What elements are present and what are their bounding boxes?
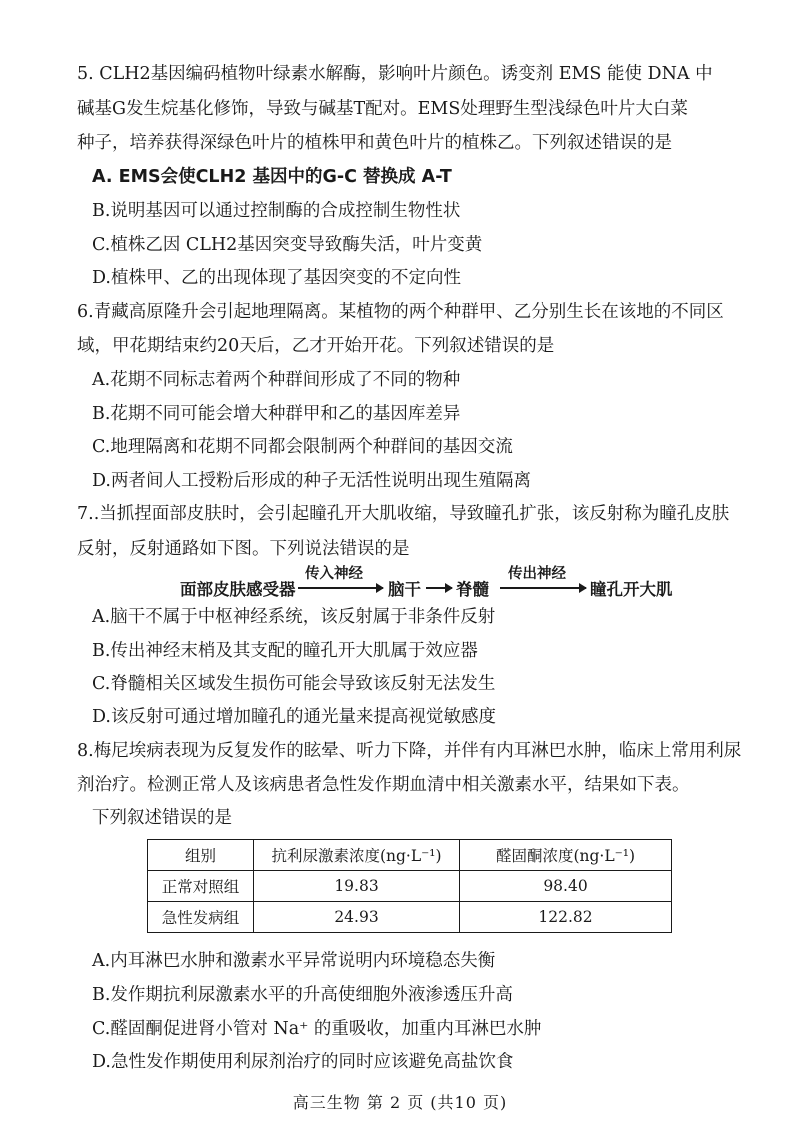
flow-brainstem: 脑干 [388,580,421,599]
table-cell: 急性发病组 [148,902,254,933]
q5-stem-line-3: 种子，培养获得深绿色叶片的植株甲和黄色叶片的植株乙。下列叙述错误的是 [77,133,672,153]
reflex-pathway-diagram [180,566,780,602]
flow-afferent-label: 传入神经 [305,566,363,582]
q8-option-d: D.急性发作期使用利尿剂治疗的同时应该避免高盐饮食 [92,1052,514,1072]
table-header-row [148,840,672,871]
q6-option-d: D.两者间人工授粉后形成的种子无活性说明出现生殖隔离 [92,471,531,491]
q5-stem-line-1: 5. CLH2基因编码植物叶绿素水解酶，影响叶片颜色。诱变剂 EMS 能使 DNA 中 [77,64,713,84]
flow-receptor: 面部皮肤感受器 [180,580,296,599]
q8-stem-line-1: 8.梅尼埃病表现为反复发作的眩晕、听力下降，并伴有内耳淋巴水肿，临床上常用利尿 [77,741,742,761]
q8-option-c: C.醛固酮促进肾小管对 Na⁺ 的重吸收，加重内耳淋巴水肿 [92,1019,542,1039]
table-cell: 19.83 [254,871,460,902]
q5-option-d: D.植株甲、乙的出现体现了基因突变的不定向性 [92,268,461,288]
q7-option-c: C.脊髓相关区域发生损伤可能会导致该反射无法发生 [92,674,496,694]
table-cell: 正常对照组 [148,871,254,902]
q7-stem-line-1: 7..当抓捏面部皮肤时，会引起瞳孔开大肌收缩，导致瞳孔扩张，该反射称为瞳孔皮肤 [77,504,730,524]
q7-option-b: B.传出神经末梢及其支配的瞳孔开大肌属于效应器 [92,641,478,661]
q6-stem-line-2: 域，甲花期结束约20天后，乙才开始开花。下列叙述错误的是 [77,336,555,356]
q7-option-d: D.该反射可通过增加瞳孔的通光量来提高视觉敏感度 [92,707,496,727]
q8-stem-line-2: 剂治疗。检测正常人及该病患者急性发作期血清中相关激素水平，结果如下表。 [77,775,690,795]
q7-stem-line-2: 反射，反射通路如下图。下列说法错误的是 [77,539,410,559]
flow-efferent-label: 传出神经 [508,566,566,582]
page-footer: 高三生物 第 2 页 (共10 页) [292,1093,508,1112]
q5-option-c: C.植株乙因 CLH2基因突变导致酶失活，叶片变黄 [92,235,483,255]
table-cell: 122.82 [460,902,672,933]
efferent-arrow [500,587,586,589]
q7-option-a: A.脑干不属于中枢神经系统，该反射属于非条件反射 [92,607,496,627]
table-header-adh: 抗利尿激素浓度(ng·L⁻¹) [254,840,460,871]
q5-option-a: A. EMS会使CLH2 基因中的G-C 替换成 A-T [92,167,452,187]
q6-option-b: B.花期不同可能会增大种群甲和乙的基因库差异 [92,404,461,424]
table-row [148,871,672,902]
q5-option-b: B.说明基因可以通过控制酶的合成控制生物性状 [92,201,461,221]
q6-option-a: A.花期不同标志着两个种群间形成了不同的物种 [92,370,461,390]
flow-muscle: 瞳孔开大肌 [590,580,673,599]
q5-stem-line-2: 碱基G发生烷基化修饰，导致与碱基T配对。EMS处理野生型浅绿色叶片大白菜 [77,99,688,119]
afferent-arrow [298,587,383,589]
hormone-table [147,839,672,933]
q8-stem-line-3: 下列叙述错误的是 [92,808,232,828]
q8-option-b: B.发作期抗利尿激素水平的升高使细胞外液渗透压升高 [92,985,513,1005]
brainstem-to-spinal-arrow [426,587,452,589]
table-row [148,902,672,933]
table-cell: 98.40 [460,871,672,902]
q6-stem-line-1: 6.青藏高原隆升会引起地理隔离。某植物的两个种群甲、乙分别生长在该地的不同区 [77,302,724,322]
flow-spinal: 脊髓 [456,580,489,599]
q6-option-c: C.地理隔离和花期不同都会限制两个种群间的基因交流 [92,437,513,457]
q8-option-a: A.内耳淋巴水肿和激素水平异常说明内环境稳态失衡 [92,951,496,971]
table-cell: 24.93 [254,902,460,933]
table-header-group: 组别 [148,840,254,871]
table-header-aldosterone: 醛固酮浓度(ng·L⁻¹) [460,840,672,871]
